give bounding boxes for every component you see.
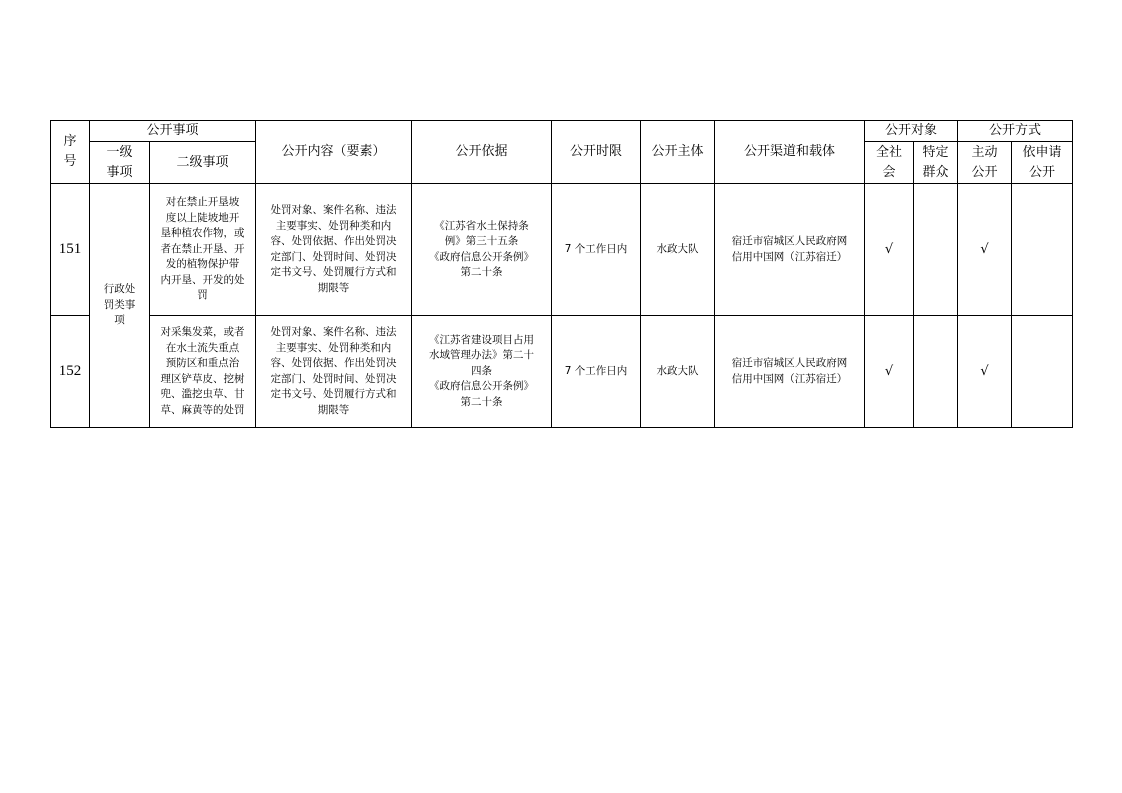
table-row <box>51 316 1073 428</box>
header-method-request: 依申请 公开 <box>1012 142 1073 184</box>
row-channel: 宿迁市宿城区人民政府网 信用中国网（江苏宿迁） <box>715 184 865 316</box>
row-level2: 对在禁止开垦坡 度以上陡坡地开 垦种植农作物，或 者在禁止开垦、开 发的植物保护带 内开垦、开发的处 罚 <box>150 184 256 316</box>
row-target-specific-check <box>914 316 958 428</box>
row-method-request-check <box>1012 316 1073 428</box>
row-level2: 对采集发菜，或者 在水土流失重点 预防区和重点治 理区铲草皮、挖树 兜、滥挖虫草、甘 草、麻黄等的处罚 <box>150 316 256 428</box>
table-row <box>51 184 1073 316</box>
row-target-all-check: √ <box>865 316 914 428</box>
header-level1: 一级 事项 <box>90 142 150 184</box>
header-subject: 公开主体 <box>641 121 715 184</box>
header-target-specific: 特定 群众 <box>914 142 958 184</box>
row-subject: 水政大队 <box>641 184 715 316</box>
row-subject: 水政大队 <box>641 316 715 428</box>
row-time-limit: 7 个工作日内 <box>552 316 641 428</box>
row-method-active-check: √ <box>958 184 1012 316</box>
disclosure-table <box>50 120 1073 428</box>
row-basis: 《江苏省建设项目占用 水域管理办法》第二十 四条 《政府信息公开条例》 第二十条 <box>412 316 552 428</box>
header-content: 公开内容（要素） <box>256 121 412 184</box>
row-seq: 151 <box>51 184 90 316</box>
row-seq: 152 <box>51 316 90 428</box>
row-channel: 宿迁市宿城区人民政府网 信用中国网（江苏宿迁） <box>715 316 865 428</box>
header-method-active: 主动 公开 <box>958 142 1012 184</box>
row-content: 处罚对象、案件名称、违法 主要事实、处罚种类和内 容、处罚依据、作出处罚决 定部门、处罚时间、处罚决 定书文号、处罚履行方式和 期限等 <box>256 184 412 316</box>
row-basis: 《江苏省水土保持条 例》第三十五条 《政府信息公开条例》 第二十条 <box>412 184 552 316</box>
header-channel: 公开渠道和载体 <box>715 121 865 184</box>
header-basis: 公开依据 <box>412 121 552 184</box>
header-row-1 <box>51 121 1073 142</box>
row-level1: 行政处 罚类事 项 <box>90 184 150 428</box>
header-method-group: 公开方式 <box>958 121 1073 142</box>
row-content: 处罚对象、案件名称、违法 主要事实、处罚种类和内 容、处罚依据、作出处罚决 定部门、处罚时间、处罚决 定书文号、处罚履行方式和 期限等 <box>256 316 412 428</box>
row-target-specific-check <box>914 184 958 316</box>
row-target-all-check: √ <box>865 184 914 316</box>
row-time-limit: 7 个工作日内 <box>552 184 641 316</box>
header-level2: 二级事项 <box>150 142 256 184</box>
header-item-group: 公开事项 <box>90 121 256 142</box>
row-method-request-check <box>1012 184 1073 316</box>
row-method-active-check: √ <box>958 316 1012 428</box>
header-time-limit: 公开时限 <box>552 121 641 184</box>
header-seq: 序 号 <box>51 121 90 184</box>
header-target-all: 全社 会 <box>865 142 914 184</box>
header-target-group: 公开对象 <box>865 121 958 142</box>
